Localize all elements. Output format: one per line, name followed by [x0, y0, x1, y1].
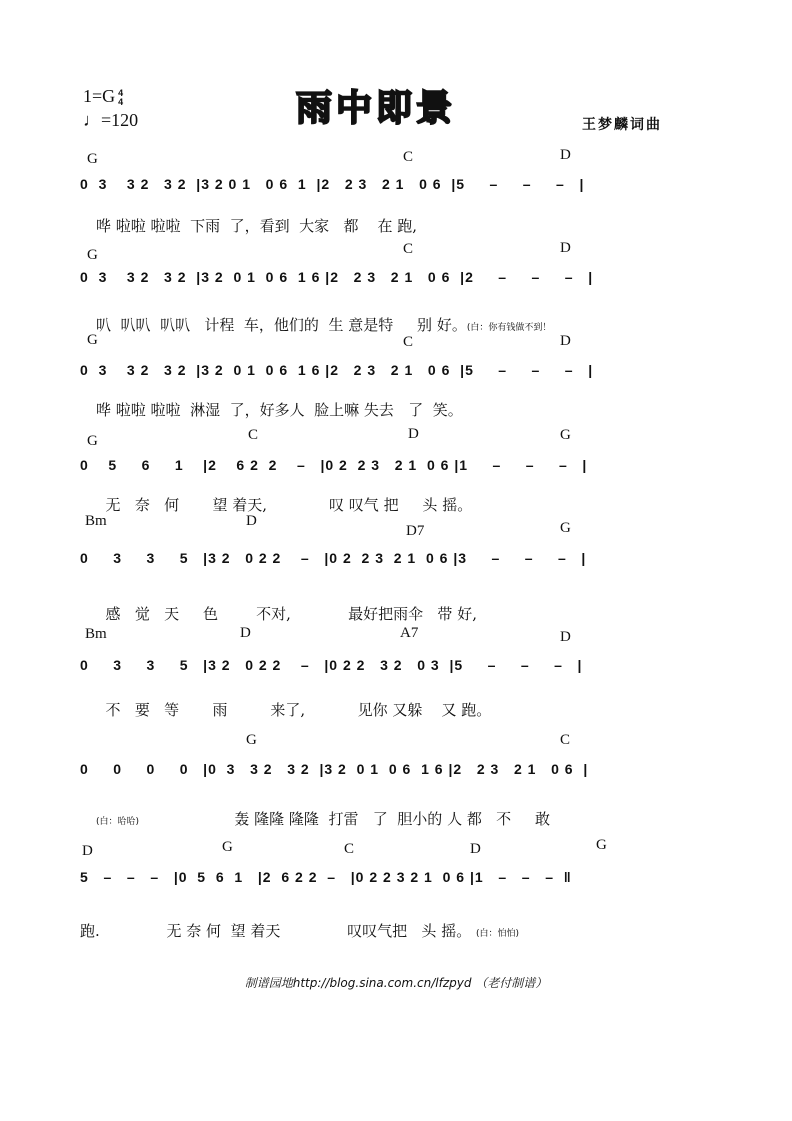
lyrics: 不 要 等 雨 来了, 见你 又躲 又 跑。 — [96, 701, 492, 719]
chord-label: G — [246, 732, 257, 748]
chord-label: G — [87, 247, 98, 263]
chord-label: D — [240, 625, 251, 641]
spoken-aside: (白：你有钱做不到！ — [466, 323, 552, 333]
chord-label: G — [596, 837, 607, 853]
chord-label: Bm — [85, 626, 107, 642]
lyrics: 无 奈 何 望 着天, 叹 叹气 把 头 摇。 — [96, 496, 473, 514]
composer-credit: 王梦麟词曲 — [582, 117, 662, 133]
chord-label: C — [403, 149, 414, 165]
spoken-aside: (白：怕怕) — [475, 929, 520, 939]
chord-label: G — [87, 151, 98, 167]
chord-label: D — [82, 843, 93, 859]
chord-label: D7 — [406, 523, 425, 539]
chord-label: C — [248, 427, 259, 443]
lyrics: 哗 啦啦 啦啦 淋湿 了，好多人 脸上嘛 失去 了 笑。 — [96, 401, 463, 419]
jianpu-notes: 0 3 3 5 |3 2 0 2 2 – |0 2 2 3 2 1 0 6 |3 – – – | — [80, 550, 587, 566]
song-title: 雨中即景 — [296, 88, 457, 129]
chord-label: D — [470, 841, 481, 857]
chord-label: C — [403, 334, 414, 350]
spoken-aside: (白：哈哈) — [96, 817, 140, 827]
chord-label: D — [246, 513, 257, 529]
chord-label: D — [408, 426, 419, 442]
jianpu-notes: 0 3 3 2 3 2 |3 2 0 1 0 6 1 6 |2 2 3 2 1 0 6 |5 – – – | — [80, 362, 594, 378]
jianpu-notes: 0 5 6 1 |2 6 2 2 – |0 2 2 3 2 1 0 6 |1 – – – | — [80, 457, 588, 473]
chord-label: D — [560, 629, 571, 645]
jianpu-notes: 0 3 3 2 3 2 |3 2 0 1 0 6 1 6 |2 2 3 2 1 0 6 |2 – – – | — [80, 269, 594, 285]
chord-label: G — [87, 332, 98, 348]
lyrics: 叭 叭叭 叭叭 计程 车，他们的 生 意是特 别 好。(白：你有钱做不到！ — [96, 316, 552, 334]
jianpu-notes: 0 0 0 0 |0 3 3 2 3 2 |3 2 0 1 0 6 1 6 |2 2 3 2 1 0 6 | — [80, 761, 589, 777]
chord-label: C — [344, 841, 355, 857]
chord-label: Bm — [85, 513, 107, 529]
chord-label: D — [560, 333, 571, 349]
time-signature: 4 4 — [118, 87, 124, 107]
chord-label: G — [87, 433, 98, 449]
chord-label: A7 — [400, 625, 419, 641]
chord-label: D — [560, 240, 571, 256]
chord-label: C — [403, 241, 414, 257]
jianpu-notes: 5 – – – |0 5 6 1 |2 6 2 2 – |0 2 2 3 2 1 0 6 |1 – – – ‖ — [80, 869, 572, 885]
tempo-marking: ♩=120 — [83, 110, 139, 130]
chord-label: G — [560, 427, 571, 443]
chord-label: C — [560, 732, 571, 748]
lyrics: 哗 啦啦 啦啦 下雨 了，看到 大家 都 在 跑, — [96, 217, 418, 235]
chord-label: G — [222, 839, 233, 855]
chord-label: D — [560, 147, 571, 163]
jianpu-notes: 0 3 3 2 3 2 |3 2 0 1 0 6 1 |2 2 3 2 1 0 6 |5 – – – | — [80, 176, 585, 192]
lyrics: 感 觉 天 色 不对, 最好把雨伞 带 好, — [96, 605, 477, 623]
chord-label: G — [560, 520, 571, 536]
lyrics: (白：哈哈) 轰 隆隆 隆隆 打雷 了 胆小的 人 都 不 敢 — [96, 810, 550, 828]
key-signature: 1=G 4 4 — [83, 86, 124, 107]
jianpu-notes: 0 3 3 5 |3 2 0 2 2 – |0 2 2 3 2 0 3 |5 – – – | — [80, 657, 583, 673]
footer-credit: 制谱园地http://blog.sina.com.cn/lfzpyd （老付制谱） — [244, 976, 548, 990]
lyrics: 跑. 无 奈 何 望 着天 叹叹气把 头 摇。 (白：怕怕) — [80, 922, 520, 940]
